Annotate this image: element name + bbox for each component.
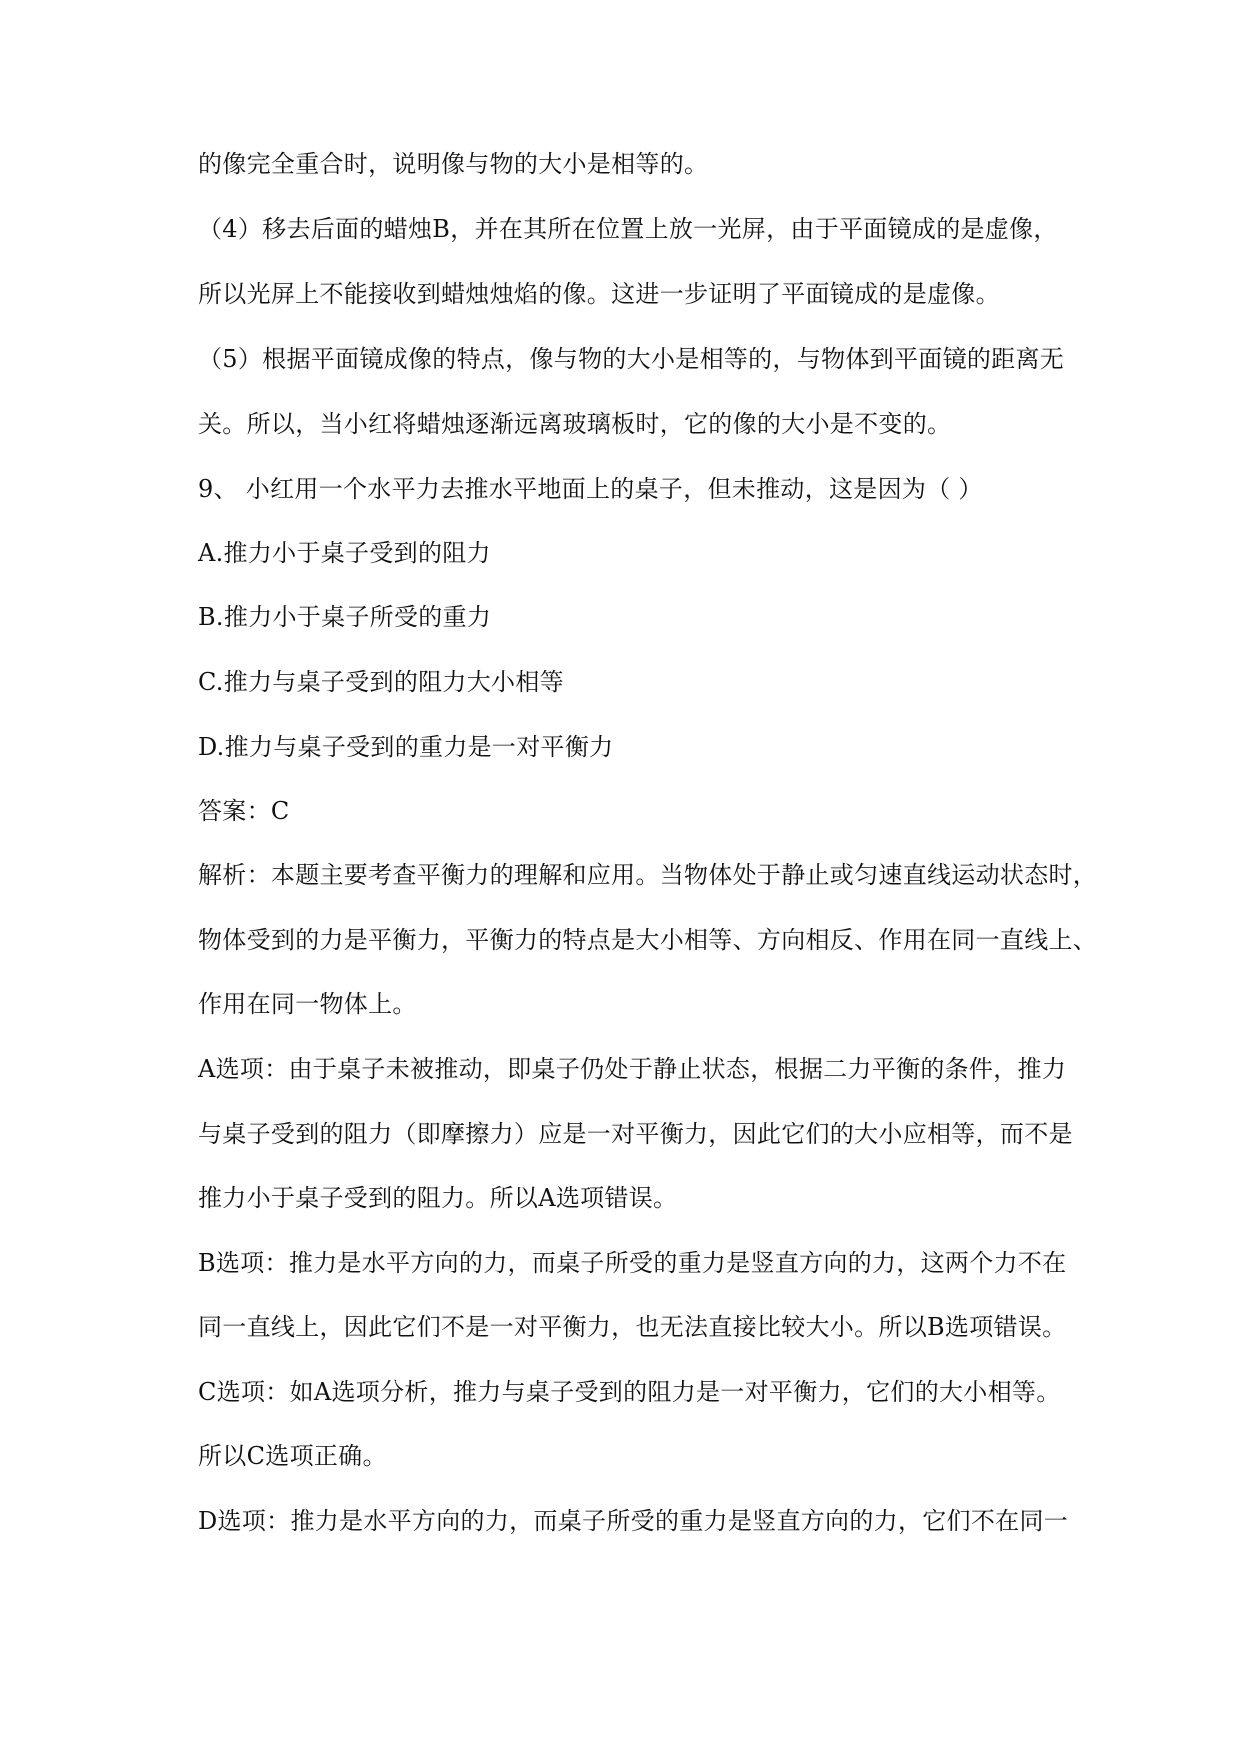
text-line-4: （5）根据平面镜成像的特点，像与物的大小是相等的，与物体到平面镜的距离无 <box>198 345 1065 373</box>
text-line-5: 关。所以，当小红将蜡烛逐渐远离玻璃板时，它的像的大小是不变的。 <box>198 410 952 438</box>
option-d: D.推力与桌子受到的重力是一对平衡力 <box>198 733 614 761</box>
analysis-d-line-1: D选项：推力是水平方向的力，而桌子所受的重力是竖直方向的力，它们不在同一 <box>198 1507 1069 1535</box>
text-line-2: （4）移去后面的蜡烛B，并在其所在位置上放一光屏，由于平面镜成的是虚像， <box>198 215 1058 243</box>
analysis-line-2: 物体受到的力是平衡力，平衡力的特点是大小相等、方向相反、作用在同一直线上、 <box>198 926 1098 954</box>
text-line-3: 所以光屏上不能接收到蜡烛烛焰的像。这进一步证明了平面镜成的是虚像。 <box>198 280 1000 308</box>
analysis-a-line-2: 与桌子受到的阻力（即摩擦力）应是一对平衡力，因此它们的大小应相等，而不是 <box>198 1120 1073 1148</box>
option-b: B.推力小于桌子所受的重力 <box>198 603 492 631</box>
analysis-b-line-2: 同一直线上，因此它们不是一对平衡力，也无法直接比较大小。所以B选项错误。 <box>198 1313 1067 1341</box>
answer-line: 答案：C <box>198 797 290 825</box>
analysis-c-line-2: 所以C选项正确。 <box>198 1442 387 1470</box>
analysis-b-line-1: B选项：推力是水平方向的力，而桌子所受的重力是竖直方向的力，这两个力不在 <box>198 1249 1067 1277</box>
option-a: A.推力小于桌子受到的阻力 <box>198 539 491 567</box>
analysis-c-line-1: C选项：如A选项分析，推力与桌子受到的阻力是一对平衡力，它们的大小相等。 <box>198 1378 1061 1406</box>
text-line-1: 的像完全重合时，说明像与物的大小是相等的。 <box>198 150 709 178</box>
analysis-line-3: 作用在同一物体上。 <box>198 990 417 1018</box>
analysis-line-1: 解析：本题主要考查平衡力的理解和应用。当物体处于静止或匀速直线运动状态时， <box>198 861 1098 889</box>
analysis-a-line-3: 推力小于桌子受到的阻力。所以A选项错误。 <box>198 1184 678 1212</box>
analysis-a-line-1: A选项：由于桌子未被推动，即桌子仍处于静止状态，根据二力平衡的条件，推力 <box>198 1055 1067 1083</box>
question-stem: 9、 小红用一个水平力去推水平地面上的桌子，但未推动，这是因为（ ） <box>198 475 983 503</box>
option-c: C.推力与桌子受到的阻力大小相等 <box>198 668 564 696</box>
